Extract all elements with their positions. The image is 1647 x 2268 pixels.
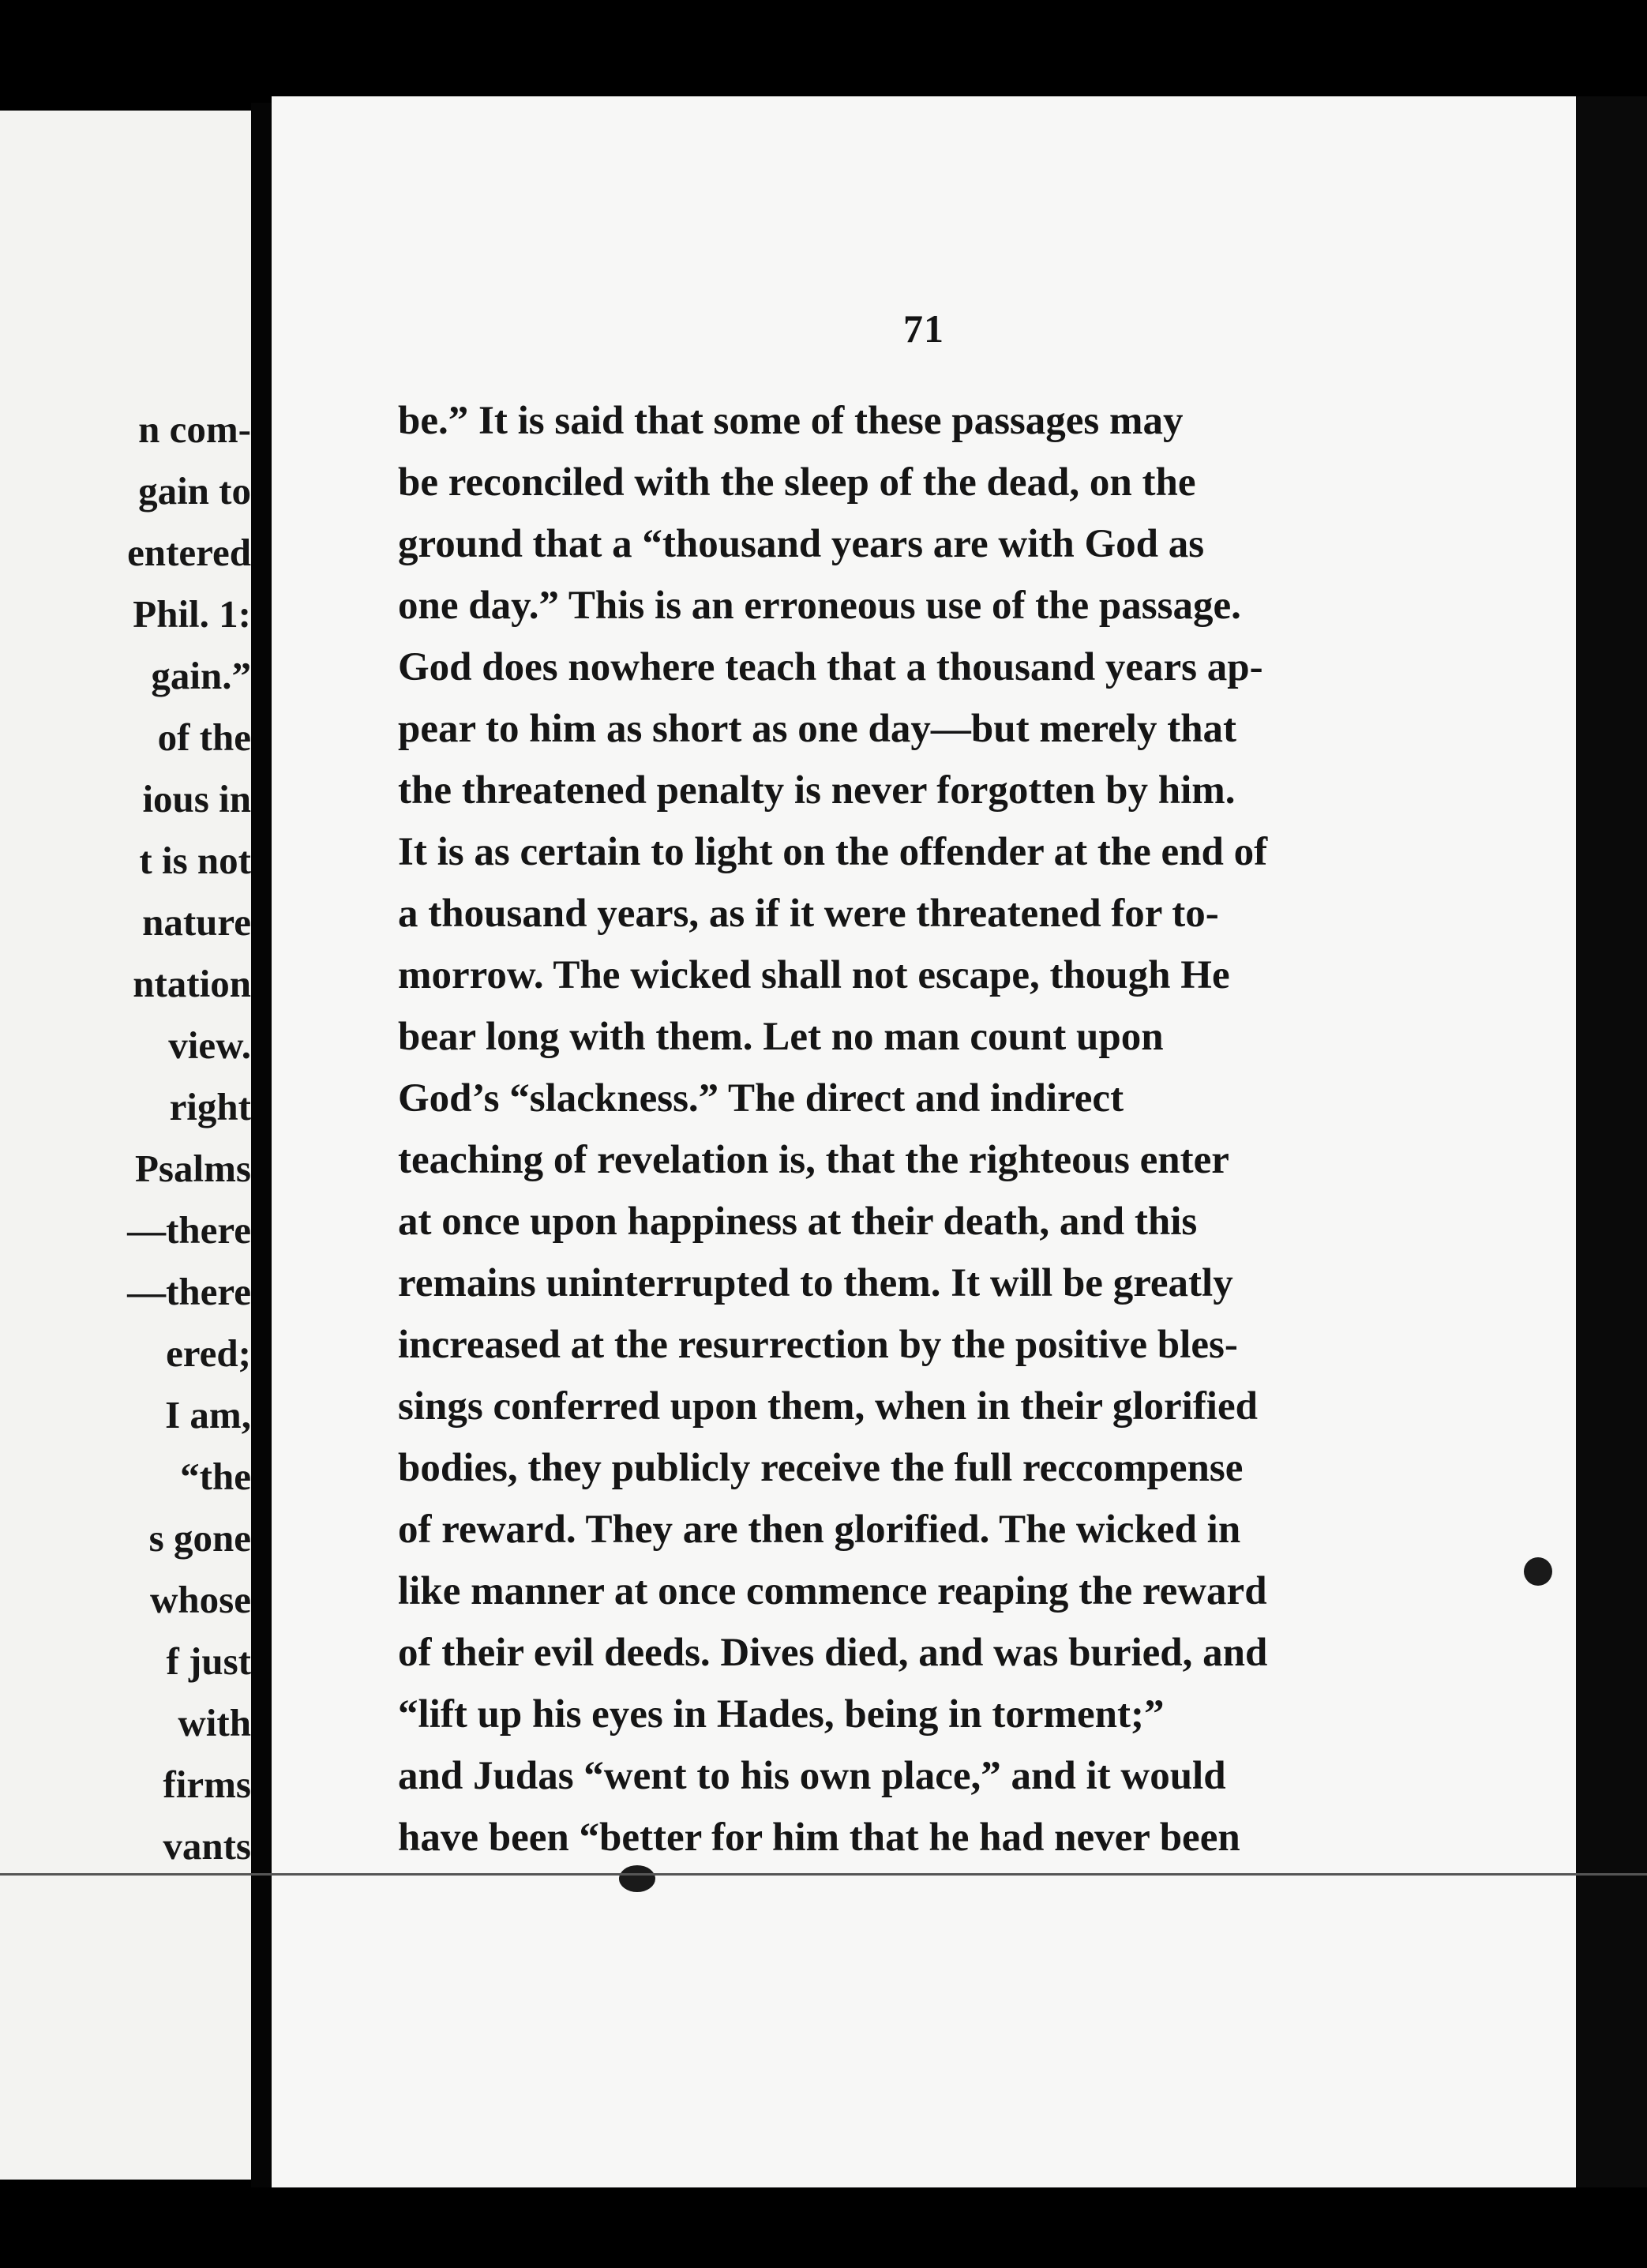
left-page-line: entered	[127, 531, 251, 574]
body-text-line: God’s “slackness.” The direct and indirect	[398, 1076, 1124, 1121]
left-page-line: n com-	[138, 407, 251, 451]
left-page-line: Phil. 1:	[133, 592, 251, 636]
left-page-line: Psalms	[135, 1147, 251, 1190]
scan-line	[0, 1873, 1647, 1876]
left-page-line: view.	[168, 1023, 251, 1067]
body-text-line: teaching of revelation is, that the righteous enter	[398, 1138, 1229, 1182]
left-page-line: whose	[150, 1578, 251, 1621]
left-page-line: s gone	[148, 1516, 251, 1560]
left-page-line: right	[169, 1085, 251, 1128]
body-text-line: be reconciled with the sleep of the dead, on the	[398, 460, 1196, 505]
left-page-line: I am,	[165, 1393, 251, 1436]
body-text-line: ground that a “thousand years are with God as	[398, 522, 1205, 566]
left-page-line: —there	[127, 1208, 251, 1252]
left-page-line: ious in	[142, 777, 251, 820]
page-number: 71	[903, 306, 944, 351]
body-text-line: God does nowhere teach that a thousand years ap-	[398, 645, 1263, 689]
body-text-line: It is as certain to light on the offender at the end of	[398, 830, 1268, 874]
body-text-line: of reward. They are then glorified. The wicked in	[398, 1508, 1241, 1552]
left-page-line: t is not	[139, 839, 251, 882]
body-text-line: have been “better for him that he had never been	[398, 1816, 1240, 1860]
body-text-line: sings conferred upon them, when in their glorified	[398, 1384, 1258, 1429]
body-text-line: the threatened penalty is never forgotten by him.	[398, 768, 1236, 813]
left-page-line: nature	[142, 900, 251, 944]
body-text-line: one day.” This is an erroneous use of the passage.	[398, 584, 1241, 628]
body-text-line: bodies, they publicly receive the full reccompense	[398, 1446, 1244, 1490]
left-page-line: vants	[163, 1824, 251, 1868]
left-page-line: firms	[163, 1763, 251, 1806]
body-text-line: morrow. The wicked shall not escape, though He	[398, 953, 1230, 997]
left-page-line: ered;	[166, 1331, 251, 1375]
body-text-line: at once upon happiness at their death, and this	[398, 1200, 1198, 1244]
left-page-line: f just	[166, 1639, 251, 1683]
ink-blot	[619, 1865, 655, 1892]
body-text-line: remains uninterrupted to them. It will be greatly	[398, 1261, 1233, 1305]
body-text-line: bear long with them. Let no man count upon	[398, 1015, 1164, 1059]
body-text-line: be.” It is said that some of these passages may	[398, 399, 1184, 443]
body-text-line: and Judas “went to his own place,” and it would	[398, 1754, 1226, 1798]
left-page-line: ntation	[133, 962, 251, 1005]
left-page-line: gain to	[138, 469, 251, 513]
body-text-line: “lift up his eyes in Hades, being in torment;”	[398, 1692, 1165, 1737]
left-page-line: gain.”	[151, 654, 251, 697]
ink-blot	[1524, 1557, 1552, 1586]
body-text-line: like manner at once commence reaping the reward	[398, 1569, 1267, 1613]
left-page-line: —there	[127, 1270, 251, 1313]
body-text-line: pear to him as short as one day—but merely that	[398, 707, 1237, 751]
left-page-line: with	[178, 1701, 251, 1744]
body-text-line: increased at the resurrection by the positive bles-	[398, 1323, 1238, 1367]
body-text-line: of their evil deeds. Dives died, and was buried, and	[398, 1631, 1268, 1675]
left-page-line: “the	[180, 1455, 251, 1498]
left-page-line: of the	[157, 715, 251, 759]
body-text-line: a thousand years, as if it were threatened for to-	[398, 892, 1219, 936]
left-page-fragment	[0, 111, 251, 2180]
